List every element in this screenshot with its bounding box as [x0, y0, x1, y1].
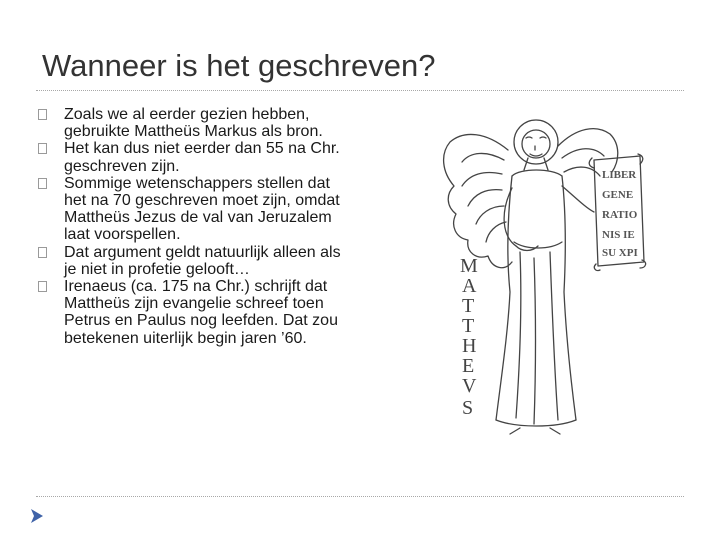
bullet-item — [38, 278, 356, 347]
bullet-item — [38, 175, 356, 244]
svg-text:E: E — [462, 355, 475, 377]
svg-text:M: M — [460, 255, 478, 277]
bullet-text: Dat argument geldt natuurlijk alleen als je niet in profetie gelooft… — [64, 243, 341, 278]
svg-text:RATIO: RATIO — [602, 209, 638, 221]
svg-text:A: A — [462, 275, 477, 297]
slide-title: Wanneer is het geschreven? — [42, 48, 436, 83]
bullet-box-icon — [38, 178, 47, 189]
svg-text:NIS IE: NIS IE — [602, 229, 635, 241]
bullet-item — [38, 106, 356, 140]
bullet-text: Irenaeus (ca. 175 na Chr.) schrijft dat Mattheüs zijn evangelie schreef toen Petrus en Paulus nog leefden. Dat zou betekenen uiterlijk begin jaren ’60. — [64, 278, 338, 347]
bullet-item — [38, 140, 356, 174]
bullet-box-icon — [38, 247, 47, 258]
bullet-list — [38, 106, 356, 347]
svg-text:T: T — [462, 315, 475, 337]
bullet-text: Sommige wetenschappers stellen dat het na 70 geschreven moet zijn, omdat Mattheüs Jezus de val van Jeruzalem laat voorspellen. — [64, 174, 340, 244]
bullet-text: Het kan dus niet eerder dan 55 na Chr. geschreven zijn. — [64, 140, 340, 175]
svg-text:H: H — [462, 335, 477, 357]
svg-text:S: S — [462, 397, 474, 419]
footer-divider — [36, 496, 684, 497]
svg-text:SU XPI: SU XPI — [602, 247, 638, 259]
svg-text:LIBER: LIBER — [602, 169, 637, 181]
svg-text:V: V — [462, 375, 477, 397]
angel-icon — [416, 102, 666, 442]
title-divider — [36, 90, 684, 91]
next-slide-arrow-icon[interactable] — [30, 508, 44, 524]
bullet-box-icon — [38, 143, 47, 154]
bullet-item — [38, 244, 356, 278]
svg-text:GENE: GENE — [602, 189, 634, 201]
bullet-text: Zoals we al eerder gezien hebben, gebruikte Mattheüs Markus als bron. — [64, 106, 323, 141]
bullet-box-icon — [38, 109, 47, 120]
svg-text:T: T — [462, 295, 475, 317]
bullet-box-icon — [38, 281, 47, 292]
